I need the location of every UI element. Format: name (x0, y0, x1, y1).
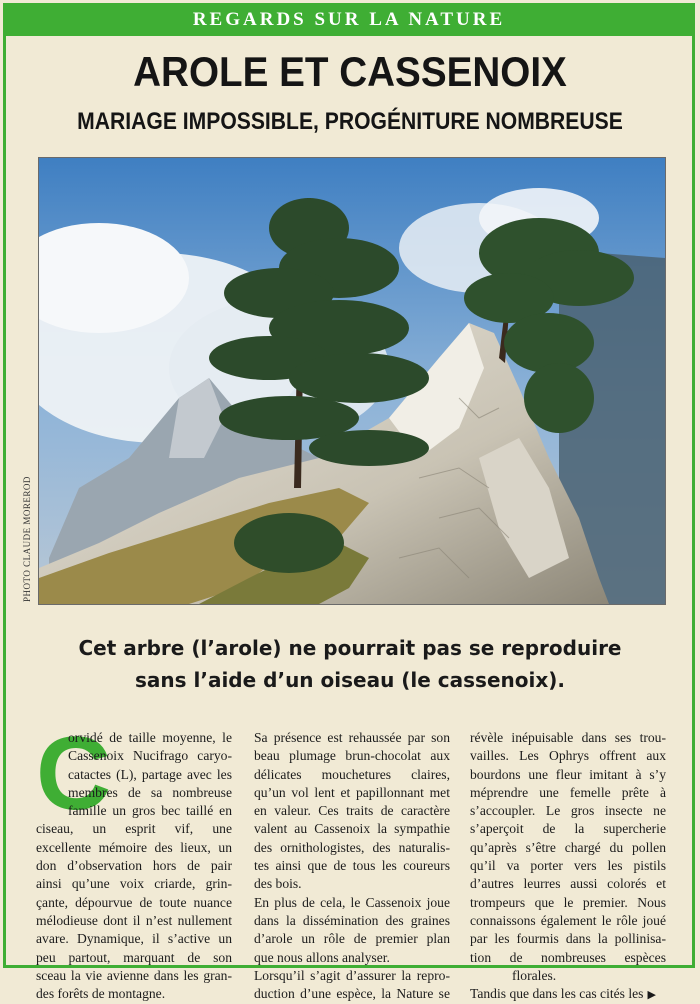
text-column-3 (470, 729, 666, 1003)
text-line: des bois. (254, 876, 302, 892)
text-line: valent au Cassenoix la sympathie (254, 821, 450, 837)
text-line: çante, dépourvue de toute nuance (36, 894, 232, 910)
text-line: tes ainsi que de tous les coureurs (254, 858, 450, 874)
text-line: ciseau, un esprit vif, une (36, 821, 232, 837)
text-line: dans la dissémination des graines (254, 912, 450, 928)
text-line: des forêts de montagne. (36, 986, 166, 1002)
text-column-1 (36, 716, 232, 1003)
text-line: mélodieuse dont il n’est nullement (36, 912, 232, 928)
text-line: d’arole un rôle de premier plan (254, 931, 450, 947)
continue-arrow-icon: ▶ (647, 989, 656, 1002)
photo-credit: PHOTO CLAUDE MOREROD (22, 476, 32, 602)
text-line: que nous allons analyser. (254, 949, 390, 965)
text-line: en valeur. Ces traits de caractère (254, 803, 450, 819)
text-line: orvidé de taille moyenne, le (68, 730, 232, 745)
section-header-band (3, 3, 695, 36)
text-line: qu’après s’être chargé du pollen (470, 839, 666, 855)
lead-line: sans l’aide d’un oiseau (le cassenoix). (135, 668, 565, 692)
text-line: sceau la vie avienne dans les gran- (36, 967, 232, 983)
text-line: tion de nombreuses espèces (470, 949, 666, 965)
lead-paragraph (60, 632, 640, 696)
text-line: méprendre une femelle prête à (470, 784, 666, 800)
article-title: AROLE ET CASSENOIX (133, 48, 567, 95)
text-line: beau plumage brun-chocolat aux (254, 748, 450, 764)
text-line: florales. (512, 967, 557, 983)
text-line: s’accoupler. Le gros insecte ne (470, 803, 666, 819)
text-line: peu partout, marquant de son (36, 949, 232, 965)
text-line: trompeurs que le premier. Nous (470, 894, 666, 910)
lead-line: Cet arbre (l’arole) ne pourrait pas se reproduire (78, 636, 622, 660)
text-line: révèle inépuisable dans ses trou- (470, 730, 666, 745)
text-line: s’aperçoit de la supercherie (470, 821, 666, 837)
text-line: par les fourmis dans la pollinisa- (470, 931, 666, 947)
text-line: qu’il va porter vers les pistils (470, 858, 666, 874)
text-line: vailles. Les Ophrys offrent aux (470, 748, 666, 764)
text-line: d’autres leurres aussi colorés et (470, 876, 666, 892)
text-line: Lorsqu’il s’agit d’assurer la repro- (254, 967, 450, 983)
text-column-2 (254, 729, 450, 1003)
text-line: avare. Dynamique, il s’active un (36, 931, 232, 947)
text-line: En plus de cela, le Cassenoix joue (254, 894, 450, 910)
text-line: membres de sa nombreuse (68, 784, 232, 800)
text-line: catactes (L), partage avec les (68, 766, 232, 782)
text-line: connaissons également le rôle joué (470, 912, 666, 928)
section-header-label: REGARDS SUR LA NATURE (192, 8, 506, 30)
text-line (470, 985, 666, 1003)
text-line-last: Tandis que dans les cas cités les (470, 986, 644, 1002)
text-line: bourdons une fleur imitant à s’y (470, 766, 666, 782)
text-line: don d’observation hors de pair (36, 858, 232, 874)
text-line: des ornithologistes, des naturalis- (254, 839, 450, 855)
drop-cap: C (36, 716, 112, 832)
text-line: ainsi qu’une voix criarde, grin- (36, 876, 232, 892)
text-line: qu’un vol lent et papillonnant met (254, 784, 450, 800)
text-line: délicates mouchetures claires, (254, 766, 450, 782)
text-line: Cassenoix Nucifrago caryo- (68, 748, 232, 764)
text-line: Sa présence est rehaussée par son (254, 730, 450, 745)
article-subtitle: MARIAGE IMPOSSIBLE, PROGÉNITURE NOMBREUSE (77, 108, 623, 135)
text-line: excellente mémoire des lieux, un (36, 839, 232, 855)
text-line: duction d’une espèce, la Nature se (254, 986, 450, 1002)
text-line: famille un gros bec taillé en (68, 803, 232, 819)
article-photo (38, 157, 666, 605)
